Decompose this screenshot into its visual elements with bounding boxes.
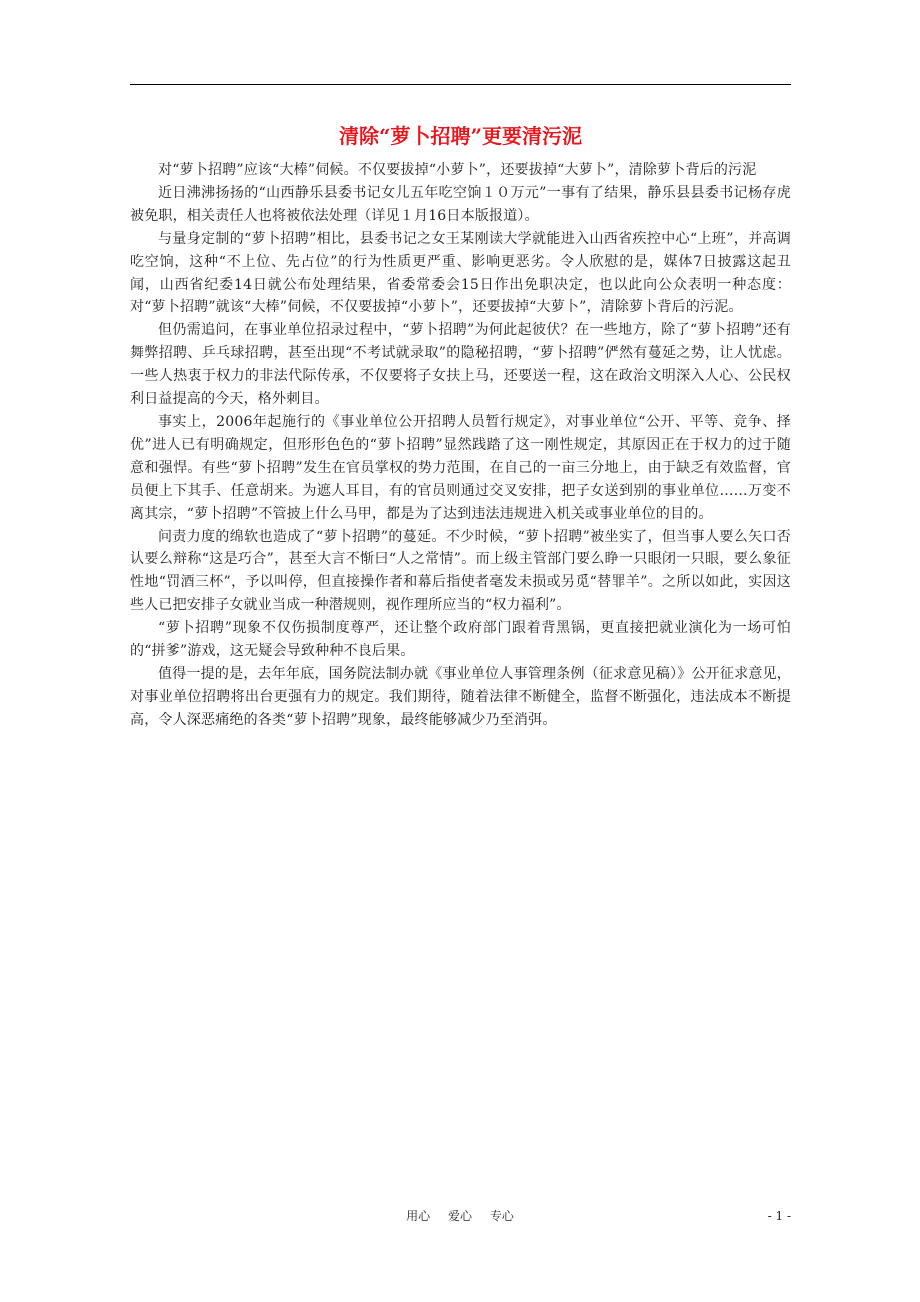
article-title: 清除“萝卜招聘”更要清污泥 — [338, 124, 582, 148]
article-body — [130, 159, 791, 732]
paragraph-2: 近日沸沸扬扬的“山西静乐县委书记女儿五年吃空饷１０万元”一事有了结果，静乐县县委书记杨存虎被免职，相关责任人也将被依法处理（详见１月16日本版报道）。 — [130, 184, 791, 224]
footer-motto-1: 用心 — [406, 1209, 431, 1223]
paragraph-6: 问责力度的绵软也造成了“萝卜招聘”的蔓延。不少时候，“萝卜招聘”被坐实了，但当事人要么矢口否认要么辩称“这是巧合”，甚至大言不惭曰“人之常情”。而上级主管部门要么睁一只眼闭一只眼，要么象征性地“罚酒三杯”，予以叫停，但直接操作者和幕后指使者毫发未损或另觅“替罪羊”。之所以如此，实因这些人已把安排子女就业当成一种潜规则，视作理所应当的“权力福利”。 — [130, 528, 791, 614]
paragraph-3: 与量身定制的“萝卜招聘”相比，县委书记之女王某刚读大学就能进入山西省疾控中心“上班”，并高调吃空饷，这种“不上位、先占位”的行为性质更严重、影响更恶劣。令人欣慰的是，媒体7日披露这起丑闻，山西省纪委14日就公布处理结果，省委常委会15日作出免职决定，也以此向公众表明一种态度：对“萝卜招聘”就该“大棒”伺候，不仅要拔掉“小萝卜”，还要拔掉“大萝卜”，清除萝卜背后的污泥。 — [130, 230, 791, 316]
footer-motto-3: 专心 — [489, 1209, 514, 1223]
paragraph-8: 值得一提的是，去年年底，国务院法制办就《事业单位人事管理条例（征求意见稿）》公开征求意见，对事业单位招聘将出台更强有力的规定。我们期待，随着法律不断健全，监督不断强化，违法成本不断提高，令人深恶痛绝的各类“萝卜招聘”现象，最终能够减少乃至消弭。 — [130, 665, 791, 728]
paragraph-7: “萝卜招聘”现象不仅伤损制度尊严，还让整个政府部门跟着背黑锅，更直接把就业演化为一场可怕的“拼爹”游戏，这无疑会导致种种不良后果。 — [130, 620, 791, 660]
header-rule — [130, 84, 791, 85]
footer-motto-2: 爱心 — [447, 1209, 472, 1223]
paragraph-5: 事实上，2006年起施行的《事业单位公开招聘人员暂行规定》，对事业单位“公开、平等、竞争、择优”进人已有明确规定，但形形色色的“萝卜招聘”显然践踏了这一刚性规定，其原因正在于权力的过于随意和强悍。有些“萝卜招聘”发生在官员掌权的势力范围，在自己的一亩三分地上，由于缺乏有效监督，官员便上下其手、任意胡来。为遮人耳目，有的官员则通过交叉安排，把子女送到别的事业单位……万变不离其宗，“萝卜招聘”不管披上什么马甲，都是为了达到违法违规进入机关或事业单位的目的。 — [130, 413, 791, 522]
page-number: - 1 - — [767, 1209, 791, 1223]
paragraph-1: 对“萝卜招聘”应该“大棒”伺候。不仅要拔掉“小萝卜”，还要拔掉“大萝卜”，清除萝卜背后的污泥 — [158, 162, 757, 178]
paragraph-4: 但仍需追问，在事业单位招录过程中，“萝卜招聘”为何此起彼伏？在一些地方，除了“萝卜招聘”还有舞弊招聘、乒乓球招聘，甚至出现“不考试就录取”的隐秘招聘，“萝卜招聘”俨然有蔓延之势，让人忧虑。一些人热衷于权力的非法代际传承，不仅要将子女扶上马，还要送一程，这在政治文明深入人心、公民权利日益提高的今天，格外刺目。 — [130, 322, 791, 408]
